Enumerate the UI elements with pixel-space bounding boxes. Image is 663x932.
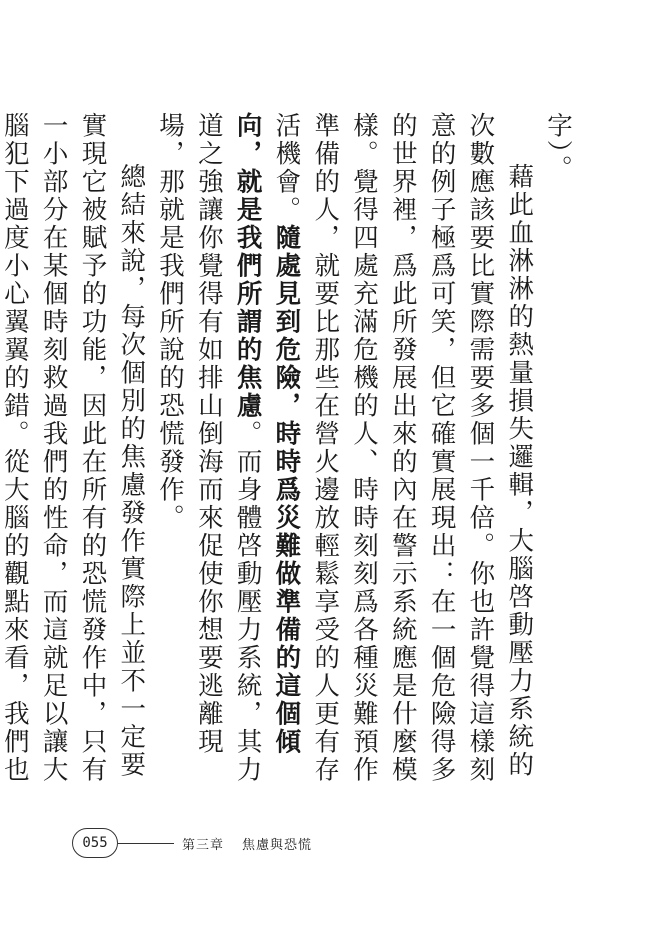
footer-divider [118,843,174,844]
chapter-label: 第三章 [182,837,225,853]
paragraph [0,112,150,802]
page-footer [72,826,312,860]
paragraph [150,112,538,802]
body-text [0,112,577,802]
chapter-title: 焦慮與恐慌 [242,837,313,853]
text-segment: 總結來說，每次個別的焦慮發作實際上並不一定要實現它被賦予的功能，因此在所有的恐慌發作中，只有一小部分在某個時刻救過我們的性命，而這就足以讓大腦犯下過度小心翼翼的錯。從大腦的觀點來看，我們也 [0,112,147,784]
text-segment: 藉此血淋淋的熱量損失邏輯，大腦啓動壓力系統的次數應該要比實際需要多個一千倍。你也許覺得這樣刻意的例子極爲可笑，但它確實展現出：在一個危險得多的世界裡，爲此所發展出來的內在警示系統應是什麼模樣。覺得四處充滿危機的人、時時刻刻爲各種災難預作準備的人，就要比那些在營火邊放輕鬆享受的人更有存活機會。 [271,112,535,784]
text-segment: 。而身體啓動壓力系統，其力道之強讓你覺得有如排山倒海而來促使你想要逃離現場，那就是我們所說的恐慌發作。 [155,112,263,784]
page-number: 055 [72,828,118,858]
text-segment: 字）。 [543,112,573,184]
paragraph [538,112,577,802]
bold-text-segment: 隨處見到危險，時時爲災難做準備的這個傾向，就是我們所謂的焦慮 [232,112,302,756]
